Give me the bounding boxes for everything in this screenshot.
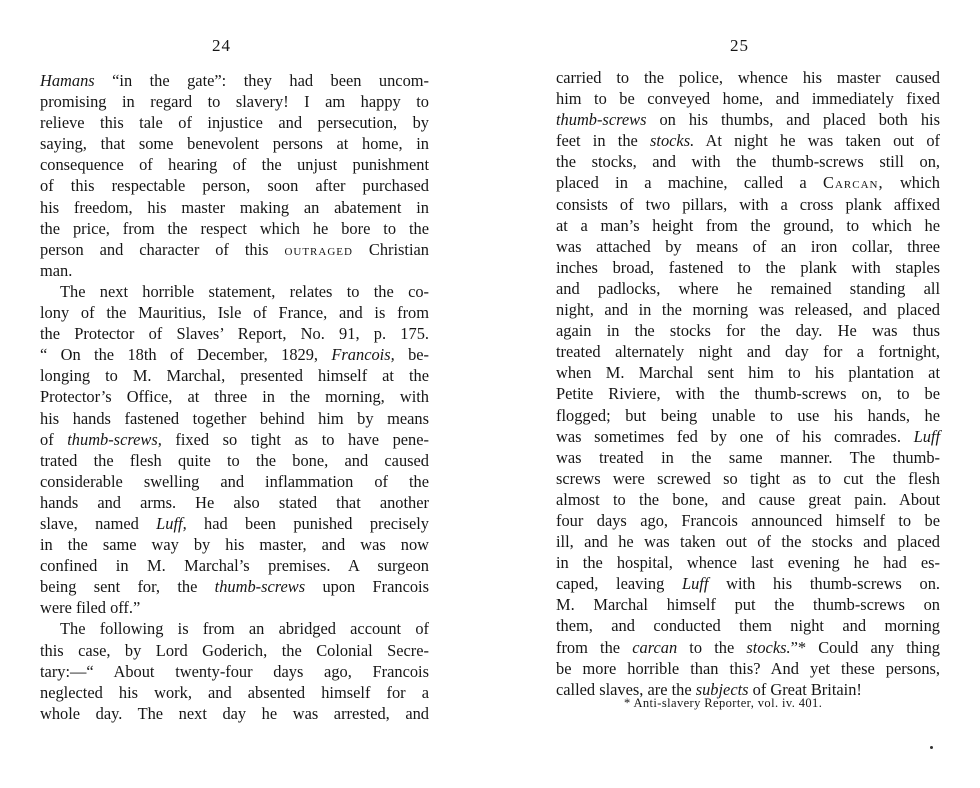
text-line (40, 618, 429, 639)
text-segment: consists of two pillars, with a cross plank affixed (556, 194, 940, 214)
text-segment: at a man’s height from the ground, to which he (556, 215, 940, 235)
text-segment: stocks. (650, 131, 695, 151)
text-line (40, 386, 429, 407)
text-line (556, 109, 940, 130)
text-segment: thumb-screws (556, 110, 647, 130)
text-segment: be more horrible than this? And yet these persons, (556, 658, 940, 678)
text-line (40, 112, 429, 133)
text-segment: Hamans (40, 71, 95, 90)
text-line (556, 299, 940, 320)
text-line (40, 576, 429, 597)
text-segment: inches broad, fastened to the plank with staples (556, 257, 940, 277)
text-line (556, 194, 940, 215)
text-segment: lony of the Mauritius, Isle of France, and is from (40, 303, 429, 323)
text-line (556, 130, 940, 151)
text-line (40, 91, 429, 112)
text-segment: man. (40, 260, 73, 280)
text-line (556, 257, 940, 278)
text-segment: of Great Britain! (748, 679, 862, 699)
text-line (40, 175, 429, 196)
text-segment: consequence of hearing of the unjust punishment (40, 155, 429, 175)
text-segment: promising in regard to slavery! I am happy to (40, 92, 429, 112)
text-segment: this case, by Lord Goderich, the Colonial Secre- (40, 640, 429, 660)
text-segment: Luff (913, 426, 940, 446)
text-segment: in the hospital, whence last evening he had es- (556, 553, 940, 573)
text-line (40, 239, 429, 260)
text-line (556, 67, 940, 88)
right-page-number: 25 (730, 36, 749, 55)
text-line (40, 281, 429, 302)
text-line (556, 215, 940, 236)
text-line (556, 236, 940, 257)
text-segment: person and character of this (40, 239, 285, 259)
text-line (40, 197, 429, 218)
text-line (40, 492, 429, 513)
text-segment: again in the stocks for the day. He was thus (556, 321, 940, 341)
footnote: * Anti-slavery Reporter, vol. iv. 401. (624, 696, 823, 710)
text-segment: with his thumb-screws on. (708, 574, 940, 594)
text-line (40, 450, 429, 471)
text-segment: placed in a machine, called a (556, 173, 824, 193)
text-line (40, 661, 429, 682)
text-segment: carcan (632, 637, 678, 657)
text-segment: his freedom, his master making an abatement in (40, 197, 429, 217)
text-line (40, 70, 429, 91)
text-segment: called slaves, are the (556, 679, 696, 699)
text-segment: stocks. (746, 637, 791, 657)
text-segment: considerable swelling and inflammation of the (40, 471, 429, 491)
text-segment: upon Francois (305, 577, 429, 597)
text-line (556, 172, 940, 193)
text-line (40, 555, 429, 576)
text-segment: the stocks, and with the thumb-screws still on, (556, 152, 940, 172)
text-line (556, 278, 940, 299)
text-segment: was sometimes fed by one of his comrades. (556, 426, 914, 446)
right-page-text (556, 67, 940, 700)
text-segment: was attached by means of an iron collar, three (556, 236, 940, 256)
text-line (556, 320, 940, 341)
text-line (40, 365, 429, 386)
text-segment: in the same way by his master, and was now (40, 535, 429, 555)
text-segment: confined in M. Marchal’s premises. A surgeon (40, 556, 429, 576)
text-segment: tary:—“ About twenty-four days ago, Francois (40, 661, 429, 681)
text-segment: Luff, (156, 513, 187, 533)
text-segment: almost to the bone, and cause great pain. About (556, 489, 940, 509)
text-segment: when M. Marchal sent him to his plantation at (556, 363, 940, 383)
text-segment: ”* Could any thing (790, 637, 940, 657)
text-line (40, 429, 429, 450)
text-segment: neglected his work, and absented himself for a (40, 682, 429, 702)
text-segment: thumb-screws (214, 577, 306, 597)
text-segment: fixed so tight as to have pene- (161, 429, 429, 449)
text-line (40, 682, 429, 703)
text-segment: Francois, (331, 345, 395, 365)
text-line (556, 362, 940, 383)
text-line (556, 405, 940, 426)
text-line (556, 658, 940, 679)
text-line (40, 597, 429, 618)
text-segment: treated alternately night and day for a fortnight, (556, 342, 940, 362)
text-segment: to the (677, 637, 747, 657)
text-segment: “ On the 18th of December, 1829, (40, 345, 332, 365)
text-segment: on his thumbs, and placed both his (646, 110, 940, 130)
text-line (40, 260, 429, 281)
text-segment: hands and arms. He also stated that another (40, 492, 429, 512)
text-segment: night, and in the morning was released, and placed (556, 300, 940, 320)
text-line (556, 637, 940, 658)
text-segment: his hands fastened together behind him by means (40, 408, 429, 428)
text-line (40, 218, 429, 239)
text-line (556, 531, 940, 552)
text-segment: The next horrible statement, relates to the co- (60, 281, 429, 301)
text-segment: from the (556, 637, 633, 657)
text-segment: had been punished precisely (186, 513, 429, 533)
text-segment: feet in the (556, 131, 651, 151)
text-segment: “in the gate”: they had been uncom- (94, 71, 429, 90)
text-segment: the price, from the respect which he bore to the (40, 218, 429, 238)
text-segment: M. Marchal himself put the thumb-screws on (556, 595, 940, 615)
text-segment: ill, and he was taken out of the stocks and placed (556, 532, 940, 552)
text-segment: outraged (284, 239, 353, 259)
text-segment: subjects (695, 679, 749, 699)
text-segment: whole day. The next day he was arrested, and (40, 703, 429, 723)
text-segment: carried to the police, whence his master caused (556, 68, 940, 87)
text-segment: screws were screwed so tight as to cut the flesh (556, 468, 940, 488)
text-line (556, 468, 940, 489)
text-segment: was treated in the same manner. The thumb- (556, 447, 940, 467)
left-page-text (40, 70, 429, 724)
text-line (556, 573, 940, 594)
text-segment: flogged; but being unable to use his hands, he (556, 405, 940, 425)
text-line (40, 154, 429, 175)
text-line (40, 323, 429, 344)
text-line (556, 341, 940, 362)
text-line (556, 383, 940, 404)
text-segment: be- (394, 345, 430, 365)
text-line (40, 302, 429, 323)
text-segment: them, and conducted them night and morning (556, 616, 940, 636)
text-segment: slave, named (40, 513, 157, 533)
text-segment: caped, leaving (556, 574, 682, 594)
text-segment: Petite Riviere, with the thumb-screws on, to be (556, 384, 940, 404)
text-segment: longing to M. Marchal, presented himself at the (40, 366, 429, 386)
text-segment: saying, that some benevolent persons at home, in (40, 134, 429, 154)
text-line (556, 151, 940, 172)
text-line (40, 513, 429, 534)
page-speck (930, 746, 933, 749)
text-segment: thumb-screws, (67, 429, 162, 449)
text-segment: were filed off.” (40, 598, 141, 618)
text-segment: of (40, 429, 68, 449)
right-page (490, 0, 980, 788)
text-segment: being sent for, the (40, 577, 215, 597)
text-line (556, 552, 940, 573)
text-line (556, 615, 940, 636)
text-segment: At night he was taken out of (694, 131, 940, 151)
text-line (556, 510, 940, 531)
text-segment: Carcan, (823, 173, 884, 193)
text-line (40, 640, 429, 661)
text-line (556, 88, 940, 109)
text-segment: Luff (682, 574, 709, 594)
text-line (556, 594, 940, 615)
left-page-number: 24 (212, 36, 231, 55)
text-segment: and padlocks, where he remained standing all (556, 278, 940, 298)
text-segment: Christian (352, 239, 429, 259)
text-segment: four days ago, Francois announced himself to be (556, 510, 940, 530)
text-segment: Protector’s Office, at three in the morning, with (40, 387, 429, 407)
text-line (556, 426, 940, 447)
text-line (40, 133, 429, 154)
text-line (40, 471, 429, 492)
text-segment: The following is from an abridged account of (60, 619, 429, 639)
text-segment: trated the flesh quite to the bone, and caused (40, 450, 429, 470)
text-line (40, 408, 429, 429)
text-line (40, 703, 429, 724)
text-segment: relieve this tale of injustice and persecution, by (40, 113, 429, 133)
text-segment: him to be conveyed home, and immediately fixed (556, 89, 940, 109)
text-segment: which (883, 173, 941, 193)
text-line (40, 534, 429, 555)
text-segment: of this respectable person, soon after purchased (40, 176, 429, 196)
text-line (40, 344, 429, 365)
text-segment: the Protector of Slaves’ Report, No. 91, p. 175. (40, 324, 429, 344)
text-line (556, 489, 940, 510)
text-line (556, 447, 940, 468)
